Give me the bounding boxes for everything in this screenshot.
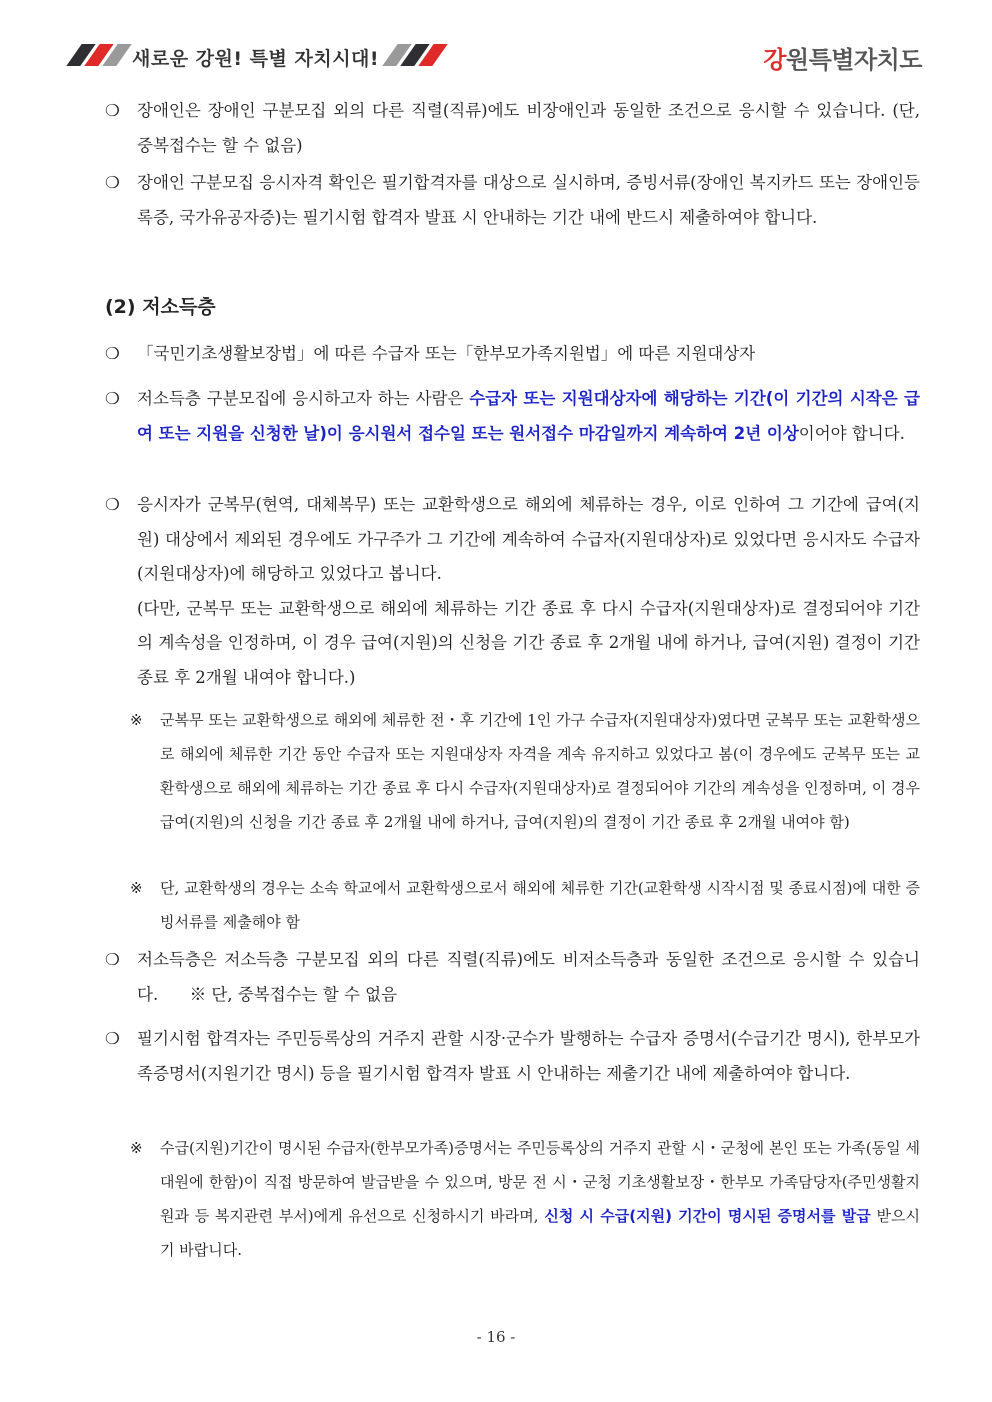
paragraph-disabled-verification: ❍ 장애인 구분모집 응시자격 확인은 필기합격자를 대상으로 실시하며, 증빙서류(장애인 복지카드 또는 장애인등록증, 국가유공자증)는 필기시험 합격자 발표 시 안내하는 기간 내에 반드시 제출하여야 합니다. [105, 166, 920, 235]
bullet-icon: ❍ [105, 389, 120, 408]
highlighted-requirement: 수급자 또는 지원대상자에 해당하는 기간(이 기간의 시작은 급여 또는 지원을 신청한 날)이 응시원서 접수일 또는 원서접수 마감일까지 계속하여 2년 이상 [137, 389, 920, 443]
bullet-icon: ❍ [105, 950, 120, 969]
note-mark-icon: ※ [130, 879, 143, 897]
right-stripe-icon [390, 44, 440, 66]
highlighted-certificate: 신청 시 수급(지원) 기간이 명시된 증명서를 발급 [544, 1207, 871, 1225]
note-exchange-student: ※ 단, 교환학생의 경우는 소속 학교에서 교환학생으로서 해외에 체류한 기간(교환학생 시작시점 및 종료시점)에 대한 증빙서류를 제출해야 함 [130, 871, 920, 939]
note-certificate-issuance: ※ 수급(지원)기간이 명시된 수급자(한부모가족)증명서는 주민등록상의 거주지 관할 시・군청에 본인 또는 가족(동일 세대원에 한함)이 직접 방문하여 발급받을 수 있으며, 방문 전 시・군청 기초생활보장・한부모 가족담당자(주민생활지원과 등 복지관련 부서)에게 유선으로 신청하시기 바라며, 신청 시 수급(지원) 기간이 명시된 증명서를 발급 받으시기 바랍니다. [130, 1131, 920, 1267]
left-stripe-icon [74, 44, 124, 66]
duplicate-note: ※ 단, 중복접수는 할 수 없음 [189, 984, 398, 1004]
paragraph-eligibility-law: ❍ 「국민기초생활보장법」에 따른 수급자 또는「한부모가족지원법」에 따른 지원대상자 [105, 337, 920, 372]
paragraph-low-income-other-jobs: ❍ 저소득층은 저소득층 구분모집 외의 다른 직렬(직류)에도 비저소득층과 동일한 조건으로 응시할 수 있습니다. ※ 단, 중복접수는 할 수 없음 [105, 943, 920, 1012]
note-mark-icon: ※ [130, 711, 143, 729]
note-single-household: ※ 군복무 또는 교환학생으로 해외에 체류한 전・후 기간에 1인 가구 수급자(지원대상자)였다면 군복무 또는 교환학생으로 해외에 체류한 기간 동안 수급자 또는 지원대상자 자격을 계속 유지하고 있었다고 봄(이 경우에도 군복무 또는 교환학생으로 해외에 체류하는 기간 종료 후 다시 수급자(지원대상자)로 결정되어야 기간의 계속성을 인정하며, 이 경우 급여(지원)의 신청을 기간 종료 후 2개월 내에 하거나, 급여(지원)의 결정이 기간 종료 후 2개월 내여야 함) [130, 703, 920, 839]
paragraph-military-exchange: ❍ 응시자가 군복무(현역, 대체복무) 또는 교환학생으로 해외에 체류하는 경우, 이로 인하여 그 기간에 급여(지원) 대상에서 제외된 경우에도 가구주가 그 기간에 계속하여 수급자(지원대상자)로 있었다면 응시자도 수급자(지원대상자)에 해당하고 있었다고 봅니다. (다만, 군복무 또는 교환학생으로 해외에 체류하는 기간 종료 후 다시 수급자(지원대상자)로 결정되어야 기간의 계속성을 인정하며, 이 경우 급여(지원)의 신청을 기간 종료 후 2개월 내에 하거나, 급여(지원) 결정이 기간 종료 후 2개월 내여야 합니다.) [105, 488, 920, 695]
bullet-icon: ❍ [105, 344, 120, 363]
bullet-icon: ❍ [105, 495, 120, 514]
paragraph-military-exchange-sub: (다만, 군복무 또는 교환학생으로 해외에 체류하는 기간 종료 후 다시 수급자(지원대상자)로 결정되어야 기간의 계속성을 인정하며, 이 경우 급여(지원)의 신청을 기간 종료 후 2개월 내에 하거나, 급여(지원) 결정이 기간 종료 후 2개월 내여야 합니다.) [137, 598, 920, 687]
bullet-icon: ❍ [105, 1029, 120, 1048]
paragraph-low-income-period: ❍ 저소득층 구분모집에 응시하고자 하는 사람은 수급자 또는 지원대상자에 해당하는 기간(이 기간의 시작은 급여 또는 지원을 신청한 날)이 응시원서 접수일 또는 원서접수 마감일까지 계속하여 2년 이상이어야 합니다. [105, 382, 920, 451]
page-header [70, 38, 922, 74]
paragraph-disabled-other-jobs: ❍ 장애인은 장애인 구분모집 외의 다른 직렬(직류)에도 비장애인과 동일한 조건으로 응시할 수 있습니다. (단, 중복접수는 할 수 없음) [105, 94, 920, 163]
section-title: (2) 저소득층 [105, 296, 216, 318]
slogan: 새로운 강원! 특별 자치시대! [132, 48, 380, 70]
note-mark-icon: ※ [130, 1139, 143, 1157]
bullet-icon: ❍ [105, 101, 120, 120]
paragraph-document-submission: ❍ 필기시험 합격자는 주민등록상의 거주지 관할 시장·군수가 발행하는 수급자 증명서(수급기간 명시), 한부모가족증명서(지원기간 명시) 등을 필기시험 합격자 발표 시 안내하는 제출기간 내에 제출하여야 합니다. [105, 1022, 920, 1091]
gangwon-logo: 강원특별자치도 [763, 46, 922, 74]
bullet-icon: ❍ [105, 173, 120, 192]
page-number: - 16 - [476, 1328, 516, 1346]
